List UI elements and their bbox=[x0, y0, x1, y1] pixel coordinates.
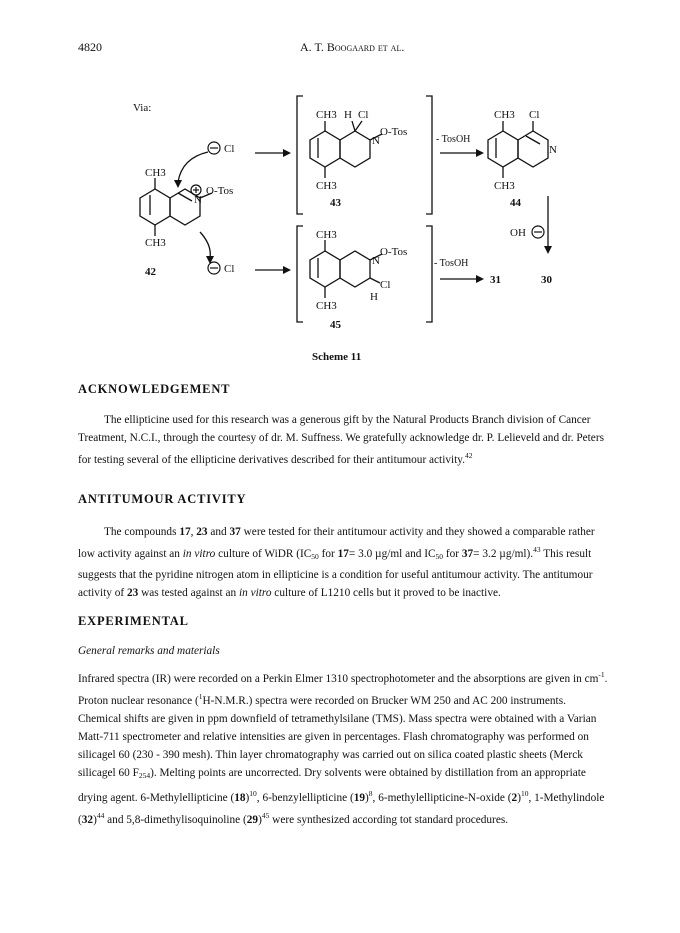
ch3-43-bottom: CH3 bbox=[316, 180, 337, 192]
ic50-subscript: 50 bbox=[311, 552, 319, 561]
compound-17: 17 bbox=[179, 526, 191, 538]
in-vitro-term: in vitro bbox=[238, 587, 272, 599]
n-45: N bbox=[372, 255, 380, 267]
text-run: for bbox=[318, 548, 338, 560]
experimental-heading: EXPERIMENTAL bbox=[78, 614, 189, 628]
subscript: 254 bbox=[138, 771, 151, 780]
text-run: and 5,8-dimethylisoquinoline ( bbox=[104, 814, 247, 826]
text-run: . Proton nuclear resonance ( bbox=[78, 673, 608, 707]
ch3-44-bottom: CH3 bbox=[494, 180, 515, 192]
text-run: = 3.2 µg/ml). bbox=[473, 548, 534, 560]
ring-42-left bbox=[140, 189, 170, 225]
general-remarks-subheading: General remarks and materials bbox=[78, 645, 220, 657]
acknowledgement-text: The ellipticine used for this research was a generous gift by the Natural Products Branch division of Cancer Treatment, N.C.I., through the courtesy of dr. M. Suffness. We gratefully acknowledge dr. P. Lelieveld and dr. Peters for testing several of the ellipticine derivatives described for their antitumour activity. bbox=[78, 414, 604, 466]
label-31: 31 bbox=[490, 274, 501, 286]
text-run: was tested against an bbox=[138, 587, 239, 599]
ref: 10 bbox=[249, 789, 257, 798]
reagent-tosoh-bottom: - TosOH bbox=[434, 258, 469, 269]
compound-17: 17 bbox=[337, 548, 349, 560]
cl-45: Cl bbox=[380, 279, 391, 291]
ref-42: 42 bbox=[465, 451, 473, 460]
ref: 8 bbox=[368, 789, 373, 798]
ring-44-left bbox=[488, 131, 518, 167]
ch3-45-top: CH3 bbox=[316, 229, 337, 241]
text-run: were synthesized according tot standard procedures. bbox=[269, 814, 509, 826]
text-run: culture of WiDR (IC bbox=[215, 548, 312, 560]
ring-45-left bbox=[310, 251, 340, 287]
label-44: 44 bbox=[510, 197, 521, 209]
via-label: Via: bbox=[133, 102, 152, 114]
in-vitro-term: in vitro bbox=[182, 548, 216, 560]
n-42: N bbox=[194, 194, 202, 206]
superscript: -1 bbox=[598, 670, 605, 679]
label-45: 45 bbox=[330, 319, 341, 331]
text-run: , 6-benzylellipticine ( bbox=[256, 792, 354, 804]
ch3-43-top: CH3 bbox=[316, 109, 337, 121]
ch3-45-bottom: CH3 bbox=[316, 300, 337, 312]
scheme-caption: Scheme 11 bbox=[312, 351, 362, 363]
page-number: 4820 bbox=[78, 40, 102, 54]
reaction-scheme bbox=[0, 0, 680, 380]
chloride-ion-top: Cl bbox=[224, 143, 235, 155]
experimental-paragraph: Infrared spectra (IR) were recorded on a Perkin Elmer 1310 spectrophotometer and the absorptions are given in $cm^{-1}$. Proton nuclear resonance ($^1$H-N.M.R.) spectra were recorded on Brucker WM 250 and AC 200 instruments. Chemical shifts are given in ppm downfield of tetramethylsilane (TMS). Mass spectra were obtained with a Varian Matt-711 spectrometer and relative intensities are given in percentages. Flash chromatography was performed on silicagel 60 (230 - 390 mesh). Thin layer chromatography was carried out on silica coated plastic sheets (Merck silicagel 60 $F_{254}$). Melting points are uncorrected. Dry solvents were obtained by distillation from an appropriate drying agent. 6-Methylellipticine $(18)^{10}$, 6-benzylellipticine $(19)^8$, 6-methylellipticine-N-oxide $(2)^{10}$, 1-Methylindole $(32)^{44}$ and 5,8-dimethylisoquinoline $(29)^{45}$ were synthesized according tot standard procedures. bbox=[78, 670, 608, 826]
ref: 10 bbox=[520, 789, 529, 798]
text-run: Infrared spectra (IR) were recorded on a Perkin Elmer 1310 spectrophotometer and the absorptions are given in cm bbox=[78, 673, 599, 685]
text-run: The compounds bbox=[104, 526, 180, 538]
reagent-tosoh-top: - TosOH bbox=[436, 134, 471, 145]
text-run: H-N.M.R.) spectra were recorded on Brucker WM 250 and AC 200 instruments. Chemical shifts are given in ppm downfield of tetramethylsilane (TMS). Mass spectra were obtained with a Varian Matt-711 spectrometer and relative intensities are given in percentages. Flash chromatography was performed on silicagel 60 (230 - 390 mesh). Thin layer chromatography was carried out on silica coated plastic sheets (Merck silicagel 60 F bbox=[78, 695, 597, 779]
ref-43: 43 bbox=[533, 545, 541, 554]
compound-37: 37 bbox=[461, 548, 474, 560]
otos-43: O-Tos bbox=[380, 126, 408, 138]
compound-29: 29 bbox=[246, 814, 259, 826]
text-run: ). Melting points are uncorrected. Dry solvents were obtained by distillation from an appropriate drying agent. 6-Methylellipticine ( bbox=[78, 767, 586, 804]
ch3-42-top: CH3 bbox=[145, 167, 166, 179]
superscript: 1 bbox=[198, 692, 203, 701]
otos-45: O-Tos bbox=[380, 246, 408, 258]
label-43: 43 bbox=[330, 197, 341, 209]
compound-32: 32 bbox=[81, 814, 94, 826]
text-run: This result suggests that the pyridine nitrogen atom in ellipticine is a condition for useful antitumour activity. The antitumour activity of bbox=[78, 548, 593, 599]
label-30: 30 bbox=[541, 274, 552, 286]
compound-37: 37 bbox=[229, 526, 241, 538]
compound-23: 23 bbox=[126, 587, 139, 599]
text-run: , 6-methylellipticine-N-oxide ( bbox=[372, 792, 512, 804]
hydroxide-label: OH bbox=[510, 227, 526, 239]
antitumour-paragraph: The compounds 17, 23 and 37 were tested for their antitumour activity and they showed a comparable rather low activity against an in vitro culture of WiDR ($IC_{50}$ for 17= 3.0 µg/ml and $IC_{50}$ for 37= 3.2 µg/ml).$^{43}$ This result suggests that the pyridine nitrogen atom in ellipticine is a condition for useful antitumour activity. The antitumour activity of 23 was tested against an in vitro culture of L1210 cells but it proved to be inactive. bbox=[78, 526, 595, 599]
cl-43: Cl bbox=[358, 109, 369, 121]
text-run: = 3.0 µg/ml and IC bbox=[348, 548, 436, 560]
text-run: were tested for their antitumour activity and they showed a comparable rather low activity against an bbox=[78, 526, 595, 560]
ch3-44-top: CH3 bbox=[494, 109, 515, 121]
n-43: N bbox=[372, 135, 380, 147]
acknowledgement-heading: ACKNOWLEDGEMENT bbox=[78, 382, 231, 396]
h-43: H bbox=[344, 109, 352, 121]
otos-42: O-Tos bbox=[206, 185, 234, 197]
n-44: N bbox=[549, 144, 557, 156]
h-45: H bbox=[370, 291, 378, 303]
compound-18: 18 bbox=[234, 792, 246, 804]
text-run: for bbox=[443, 548, 462, 560]
ring-43-right bbox=[340, 131, 370, 167]
acknowledgement-paragraph bbox=[78, 411, 608, 469]
ref: 44 bbox=[96, 811, 105, 820]
compound-19: 19 bbox=[353, 792, 366, 804]
ref: 45 bbox=[261, 811, 270, 820]
ring-44-right bbox=[518, 131, 548, 167]
antitumour-heading: ANTITUMOUR ACTIVITY bbox=[78, 492, 247, 506]
chloride-ion-bottom: Cl bbox=[224, 263, 235, 275]
cl-44: Cl bbox=[529, 109, 540, 121]
text-run: culture of L1210 cells but it proved to be inactive. bbox=[271, 587, 501, 599]
text-run: , 1-Methylindole ( bbox=[78, 792, 605, 826]
compound-23: 23 bbox=[196, 526, 208, 538]
ic50-subscript: 50 bbox=[435, 552, 444, 561]
running-title: A. T. Boogaard et al. bbox=[300, 40, 405, 54]
ch3-42-bottom: CH3 bbox=[145, 237, 166, 249]
ring-45-right bbox=[340, 251, 370, 287]
label-42: 42 bbox=[145, 266, 156, 278]
compound-2: 2 bbox=[511, 792, 518, 804]
ring-43-left bbox=[310, 131, 340, 167]
